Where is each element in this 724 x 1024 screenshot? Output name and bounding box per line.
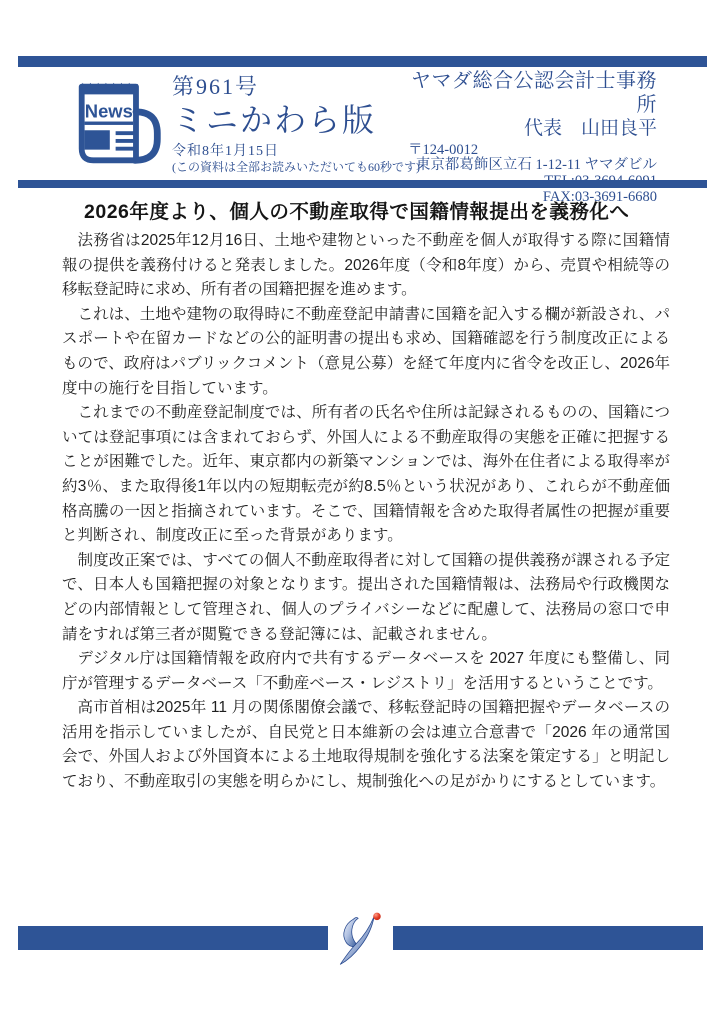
- header-divider-bar: [18, 180, 707, 188]
- article-paragraph: デジタル庁は国籍情報を政府内で共有するデータベースを 2027 年度にも整備し、同庁が管理するデータベース「不動産ベース・レジストリ」を活用するということです。: [62, 650, 670, 692]
- newspaper-icon: [71, 75, 168, 170]
- masthead: [172, 74, 420, 174]
- newsletter-title: ミニかわら版: [172, 102, 377, 138]
- y-swoosh-logo: [331, 906, 389, 972]
- article-paragraph: 法務省は2025年12月16日、土地や建物といった不動産を個人が取得する際に国籍情報の提供を義務付けると発表しました。2026年度（令和8年度）から、売買や相続等の移転登記時に求め、所有者の国籍把握を進めます。: [62, 232, 670, 299]
- reading-time-note: (この資料は全部お読みいただいても60秒です): [172, 160, 420, 174]
- postal-code: 〒124-0012: [408, 142, 479, 158]
- article-paragraph: 高市首相は2025年 11 月の関係閣僚会議で、移転登記時の国籍把握やデータベースの活用を指示していましたが、自民党と日本維新の会は連立合意書で「2026 年の通常国会で、外国人および外国資本による土地取得規制を強化する法案を策定する」と明記しており、不動産取引の実態を明らかにし、規制強化への足がかりにするとしています。: [62, 699, 670, 791]
- logo-red-dot: [373, 913, 381, 921]
- article-paragraph: これまでの不動産登記制度では、所有者の氏名や住所は記録されるものの、国籍については登記事項には含まれておらず、外国人による不動産取得の実態を正確に把握することが困難でした。近年、東京都内の新築マンションでは、海外在住者による取得率が約3％、また取得後1年以内の短期転売が約8.5％という状況があり、これらが不動産価格高騰の一因と指摘されています。そこで、国籍情報を含めた取得者属性の把握が重要と判断され、制度改正に至った背景があります。: [62, 404, 670, 545]
- news-text-line: [116, 131, 135, 135]
- issue-date: 令和8年1月15日: [172, 144, 279, 159]
- office-fax: FAX:03-3691-6680: [542, 188, 657, 205]
- issue-number: 第961号: [172, 74, 260, 99]
- article-paragraph: 制度改正案では、すべての個人不動産取得者に対して国籍の提供義務が課される予定で、日本人も国籍把握の対象となります。提出された国籍情報は、法務局や行政機関などの内部情報として管理され、個人のプライバシーなどに配慮して、法務局の窓口で申請をすれば第三者が閲覧できる登記簿には、記載されません。: [62, 551, 670, 643]
- office-name: ヤマダ総合公認会計士事務所: [411, 70, 657, 116]
- footer-bar-left: [18, 926, 328, 950]
- article-body: [62, 229, 670, 795]
- office-address: 東京都葛飾区立石 1-12-11 ヤマダビル: [415, 157, 657, 173]
- news-text-line: [116, 139, 135, 143]
- footer-bar-right: [393, 926, 703, 950]
- logo-crescent: [344, 917, 358, 946]
- news-underline: [85, 122, 133, 125]
- representative-name: 代表 山田良平: [523, 118, 657, 139]
- news-photo-block: [85, 130, 110, 149]
- top-accent-bar: [18, 56, 707, 67]
- article-headline: 2026年度より、個人の不動産取得で国籍情報提出を義務化へ: [84, 201, 630, 223]
- article-paragraph: これは、土地や建物の取得時に不動産登記申請書に国籍を記入する欄が新設され、パスポートや在留カードなどの公的証明書の提出も求め、国籍確認を行う制度改正によるもので、政府はパブリックコメント（意見公募）を経て年度内に省令を改正し、2026年度中の施行を目指しています。: [62, 305, 670, 397]
- news-icon-label: News: [84, 100, 133, 122]
- news-text-line: [116, 147, 135, 151]
